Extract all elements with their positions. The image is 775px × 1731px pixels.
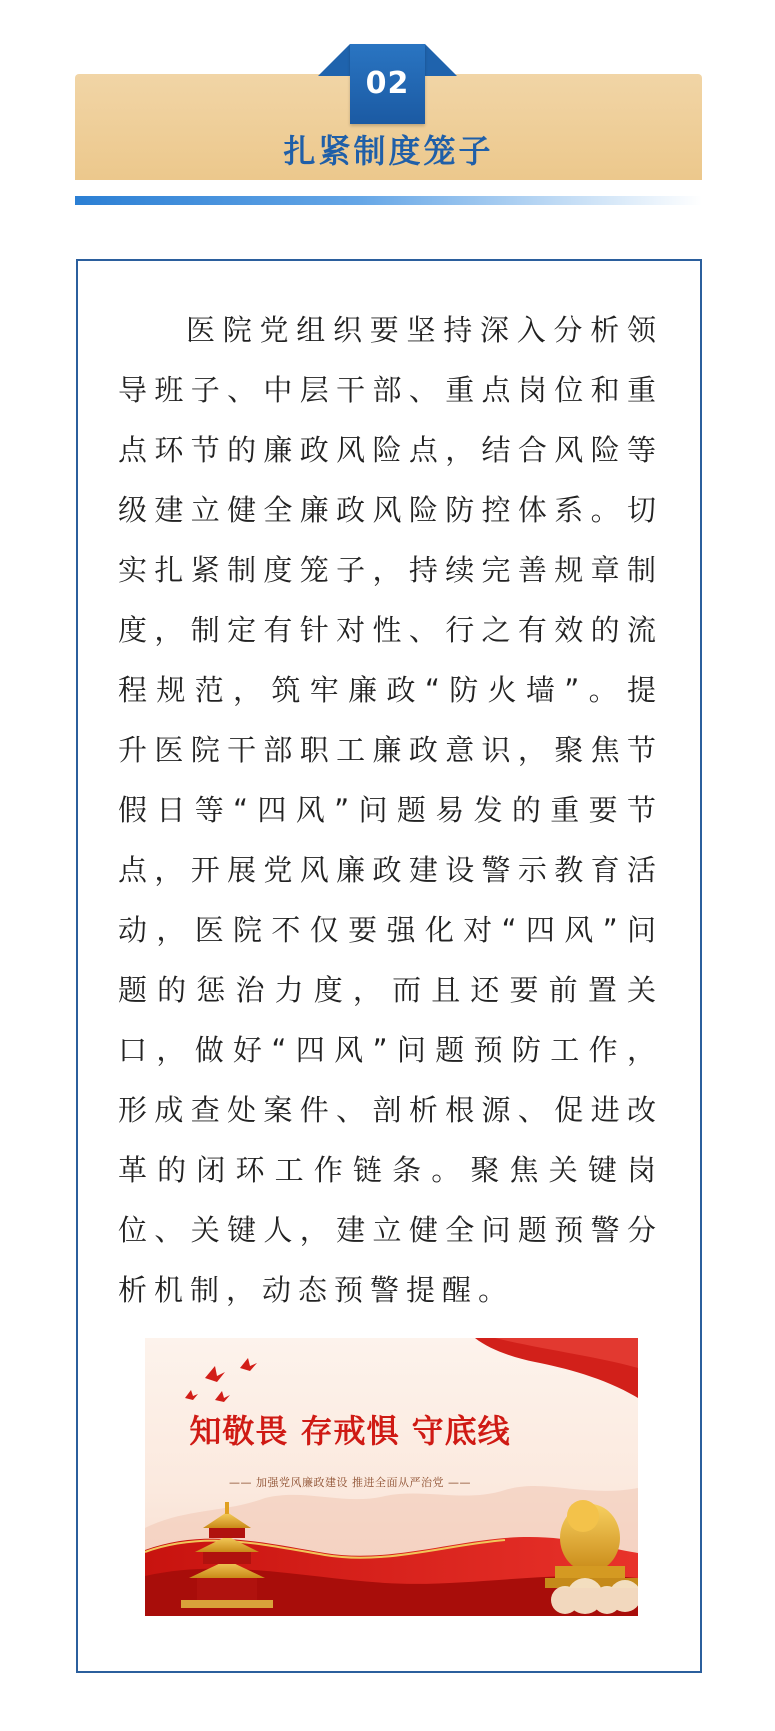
body-paragraph: 医院党组织要坚持深入分析领导班子、中层干部、重点岗位和重点环节的廉政风险点，结合风险等级建立健全廉政风险防控体系。切实扎紧制度笼子，持续完善规章制度，制定有针对性、行之有效的流程规范，筑牢廉政“防火墙”。提升医院干部职工廉政意识，聚焦节假日等“四风”问题易发的重要节点，开展党风廉政建设警示教育活动，医院不仅要强化对“四风”问题的惩治力度，而且还要前置关口，做好“四风”问题预防工作，形成查处案件、剖析根源、促进改革的闭环工作链条。聚焦关键岗位、关键人，建立健全问题预警分析机制，动态预警提醒。 — [118, 313, 663, 1307]
section-number-badge: 02 — [350, 44, 425, 124]
section-underline-divider — [75, 196, 702, 205]
poster-subtitle: —— 加强党风廉政建设 推进全面从严治党 —— — [229, 1476, 471, 1489]
poster-image — [145, 1338, 638, 1616]
section-tab-wing-left — [318, 44, 350, 76]
section-tab-wing-right — [425, 44, 457, 76]
section-title: 扎紧制度笼子 — [283, 132, 494, 170]
poster-title: 知敬畏 存戒惧 守底线 — [189, 1412, 511, 1450]
doves-icon — [185, 1358, 257, 1402]
